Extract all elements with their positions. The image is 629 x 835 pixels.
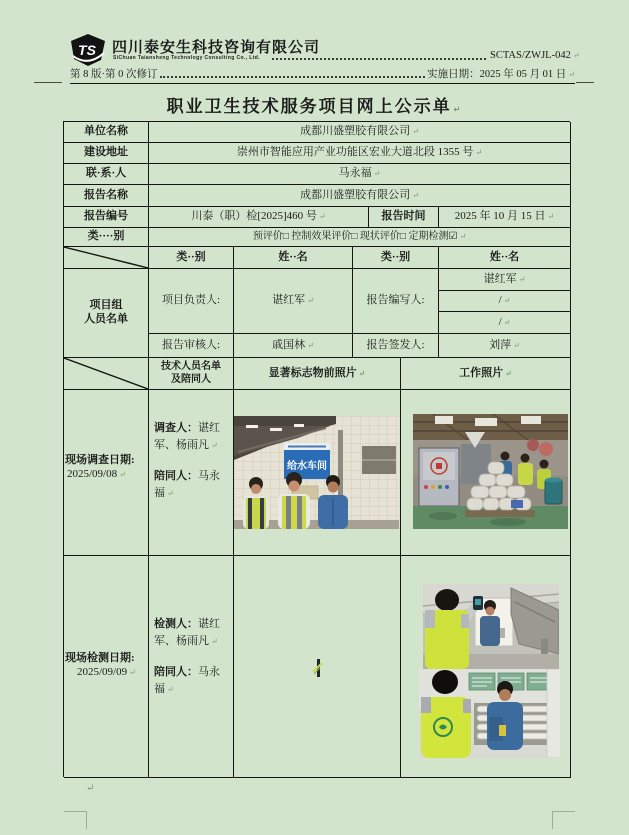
survey-escort: 陪同人：马永福 ↵ bbox=[154, 468, 230, 502]
writer-name-2: / ↵ bbox=[439, 291, 571, 312]
margin-mark-right bbox=[576, 82, 594, 83]
issuer-label: 报告签发人: bbox=[353, 334, 439, 358]
reviewer-label: 报告审核人: bbox=[149, 334, 234, 358]
paragraph-mark: ↵ bbox=[86, 783, 95, 794]
writer-label: 报告编写人: bbox=[353, 269, 439, 334]
detection-escort: 陪同人：马永福 ↵ bbox=[154, 664, 230, 698]
page-title: 职业卫生技术服务项目网上公示单 ↵ bbox=[0, 92, 629, 117]
issuer-name: 刘萍 ↵ bbox=[439, 334, 571, 358]
cursor-artifact bbox=[312, 658, 324, 678]
form-table bbox=[63, 121, 570, 777]
report-no-value: 川泰（职）检[2025]460 号 ↵ bbox=[149, 207, 369, 228]
writer-name-3: / ↵ bbox=[439, 312, 571, 334]
team-group-label: 项目组 人员名单 bbox=[64, 269, 149, 358]
work-photo-3 bbox=[419, 669, 561, 758]
sign-photo-header: 显著标志物前照片 ↵ bbox=[234, 358, 401, 390]
svg-text:TS: TS bbox=[78, 42, 96, 58]
company-name-en: SiChuan Taiansheng Technology Consulting Co., Ltd. bbox=[113, 55, 261, 61]
team-col-name-2: 姓··名 bbox=[439, 247, 571, 269]
tech-staff-header: 技术人员名单 及陪同人 bbox=[149, 358, 234, 390]
dotted-leader bbox=[160, 66, 426, 78]
work-photo-cell-2 bbox=[401, 556, 571, 778]
work-photo-header: 工作照片 ↵ bbox=[401, 358, 571, 390]
leader-name: 谌红军 ↵ bbox=[234, 269, 353, 334]
report-name-value: 成都川盛塑胶有限公司 ↵ bbox=[149, 185, 571, 207]
sign-photo-cell bbox=[234, 390, 401, 556]
margin-mark-left bbox=[34, 82, 62, 83]
report-no-label: 报告编号 bbox=[64, 207, 149, 228]
site-sign-photo bbox=[234, 416, 399, 529]
detection-date-value: 2025/09/09 ↵ bbox=[77, 666, 136, 680]
writer-name-1: 谌红军 ↵ bbox=[439, 269, 571, 291]
unit-name-label: 单位名称 bbox=[64, 122, 149, 143]
company-logo-icon bbox=[68, 33, 108, 67]
team-col-category-1: 类··别 bbox=[149, 247, 234, 269]
diagonal-line bbox=[64, 247, 148, 268]
svg-text:给水车间: 给水车间 bbox=[287, 461, 327, 472]
survey-date-cell bbox=[64, 390, 149, 556]
team-col-name-1: 姓··名 bbox=[234, 247, 353, 269]
address-value: 崇州市智能应用产业功能区宏业大道北段 1355 号 ↵ bbox=[149, 143, 571, 164]
unit-name-value: 成都川盛塑胶有限公司 ↵ bbox=[149, 122, 571, 143]
report-time-value: 2025 年 10 月 15 日 ↵ bbox=[439, 207, 571, 228]
detection-date-cell bbox=[64, 556, 149, 778]
work-photo-1 bbox=[413, 414, 568, 529]
revision-line bbox=[70, 66, 575, 81]
survey-investigators: 调查人：谌红军、杨雨凡 ↵ bbox=[154, 420, 230, 454]
text-boundary-mark-left bbox=[64, 811, 87, 829]
address-label: 建设地址 bbox=[64, 143, 149, 164]
impl-date: 实施日期：2025 年 05 月 01 日 ↵ bbox=[427, 66, 575, 81]
diagonal-line bbox=[64, 358, 148, 389]
text-boundary-mark-right bbox=[552, 811, 575, 829]
diagonal-header-cell-2 bbox=[64, 358, 149, 390]
header-rule bbox=[70, 83, 575, 84]
diagonal-header-cell-1 bbox=[64, 247, 149, 269]
detection-detectors: 检测人：谌红军、杨雨凡 ↵ bbox=[154, 616, 230, 650]
contact-label: 联·系·人 bbox=[64, 164, 149, 185]
leader-label: 项目负责人: bbox=[149, 269, 234, 334]
dotted-leader bbox=[272, 44, 486, 60]
team-col-category-2: 类··别 bbox=[353, 247, 439, 269]
work-photo-cell-1 bbox=[401, 390, 571, 556]
detection-date-label: 现场检测日期: bbox=[65, 652, 135, 664]
reviewer-name: 戚国林 ↵ bbox=[234, 334, 353, 358]
category-checkboxes: 预评价□ 控制效果评价□ 现状评价□ 定期检测☑ ↵ bbox=[149, 228, 571, 247]
revision-text: 第 8 版·第 0 次修订 bbox=[70, 69, 158, 80]
contact-value: 马永福 ↵ bbox=[149, 164, 571, 185]
detection-people-cell bbox=[149, 556, 234, 778]
report-name-label: 报告名称 bbox=[64, 185, 149, 207]
empty-photo-cell bbox=[234, 556, 401, 778]
doc-code: SCTAS/ZWJL-042 ↵ bbox=[490, 50, 580, 61]
survey-date-value: 2025/09/08 ↵ bbox=[67, 468, 126, 482]
report-time-label: 报告时间 bbox=[369, 207, 439, 228]
work-photo-2 bbox=[423, 584, 559, 669]
company-name-cn: 四川泰安生科技咨询有限公司 bbox=[112, 39, 321, 56]
survey-people-cell bbox=[149, 390, 234, 556]
survey-date-label: 现场调查日期: bbox=[65, 454, 135, 466]
category-label: 类····别 bbox=[64, 228, 149, 247]
